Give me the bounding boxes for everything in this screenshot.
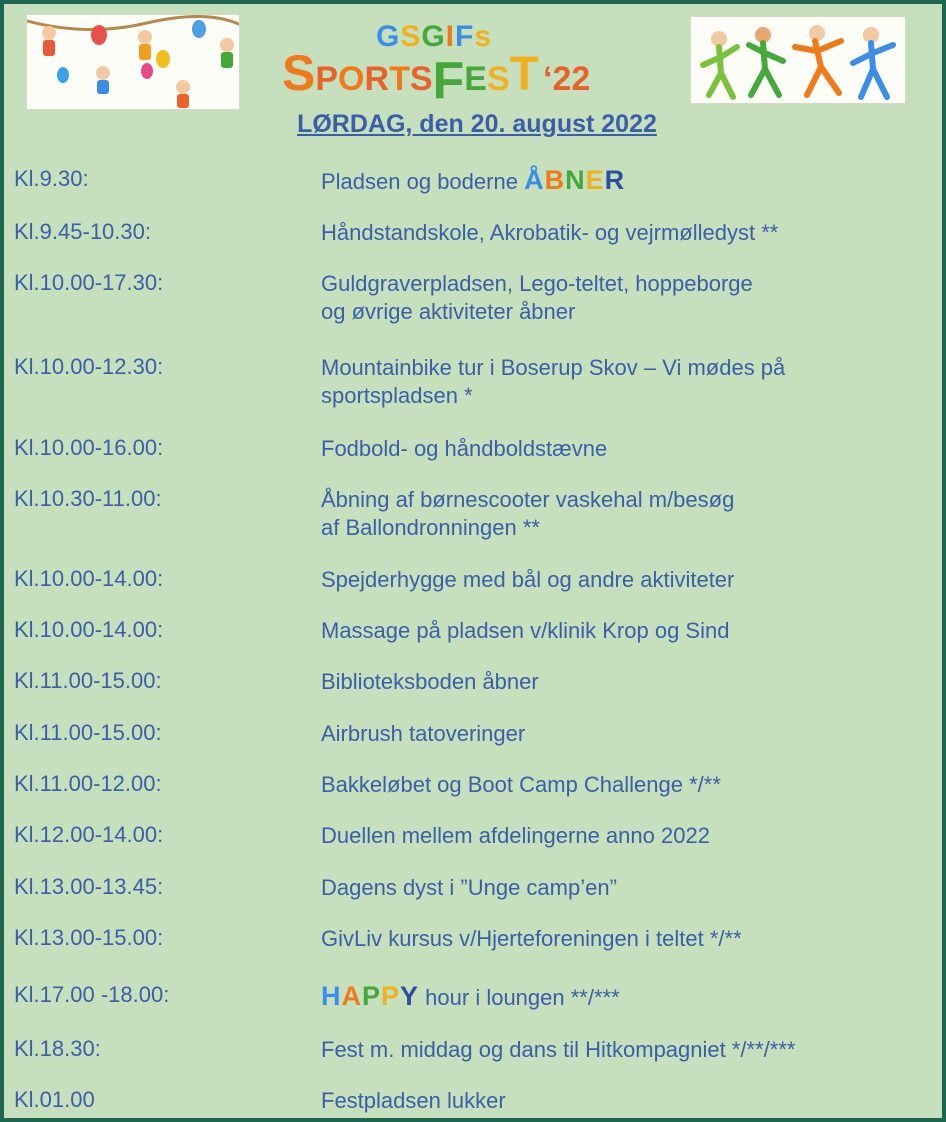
schedule-activity xyxy=(321,617,921,645)
activity-text: GivLiv kursus v/Hjerteforeningen i teltet */** xyxy=(321,926,742,951)
schedule-time: Kl.18.30: xyxy=(14,1036,101,1061)
schedule-time: Kl.10.30-11.00: xyxy=(14,486,162,511)
activity-line xyxy=(321,1087,921,1115)
activity-line xyxy=(321,1036,921,1064)
schedule-activity xyxy=(321,874,921,902)
schedule-activity xyxy=(321,720,921,748)
event-date: LØRDAG, den 20. august 2022 xyxy=(297,110,657,138)
activity-text: sportspladsen * xyxy=(321,383,473,408)
schedule-activity xyxy=(321,435,921,463)
schedule-time: Kl.10.00-14.00: xyxy=(14,617,164,642)
schedule-time: Kl.10.00-17.30: xyxy=(14,270,164,295)
kids-playing-illustration-icon xyxy=(27,15,240,110)
activity-line xyxy=(321,771,921,799)
schedule-time: Kl.9.45-10.30: xyxy=(14,219,151,244)
activity-text: Dagens dyst i ”Unge camp’en” xyxy=(321,875,617,900)
activity-text: Biblioteksboden åbner xyxy=(321,669,539,694)
schedule-time: Kl.10.00-16.00: xyxy=(14,435,164,460)
activity-text: af Ballondronningen ** xyxy=(321,515,540,540)
activity-line xyxy=(321,166,921,196)
highlight-word: ÅBNER xyxy=(524,165,626,195)
activity-line xyxy=(321,617,921,645)
activity-line xyxy=(321,514,921,542)
activity-text: og øvrige aktiviteter åbner xyxy=(321,299,576,324)
activity-line xyxy=(321,219,921,247)
activity-line xyxy=(321,382,921,410)
activity-text: Åbning af børnescooter vaskehal m/besøg xyxy=(321,487,735,512)
event-logo xyxy=(276,14,676,110)
activity-text: Duellen mellem afdelingerne anno 2022 xyxy=(321,823,710,848)
activity-line xyxy=(321,298,921,326)
logo-club-name: GSGIFs xyxy=(375,20,493,53)
activity-text: Fodbold- og håndboldstævne xyxy=(321,436,608,461)
kids-dancing-illustration-icon xyxy=(691,17,906,104)
activity-line xyxy=(321,270,921,298)
activity-line xyxy=(321,486,921,514)
schedule-time: Kl.10.00-12.30: xyxy=(14,354,164,379)
schedule-time: Kl.13.00-15.00: xyxy=(14,925,164,950)
schedule-activity xyxy=(321,486,921,542)
activity-text: Håndstandskole, Akrobatik- og vejrmølledyst ** xyxy=(321,220,779,245)
activity-line xyxy=(321,982,921,1012)
schedule-time: Kl.11.00-15.00: xyxy=(14,668,162,693)
schedule-time: Kl.11.00-12.00: xyxy=(14,771,162,796)
activity-text: Pladsen og boderne xyxy=(321,169,518,194)
activity-line xyxy=(321,566,921,594)
kids-playing-illustration xyxy=(26,14,240,110)
activity-text: Airbrush tatoveringer xyxy=(321,721,526,746)
schedule-time: Kl.17.00 -18.00: xyxy=(14,982,170,1007)
activity-line xyxy=(321,822,921,850)
highlight-word: HAPPY xyxy=(321,981,420,1011)
schedule-activity xyxy=(321,771,921,799)
logo-sportsfest: SPORTSFEST ‘22 xyxy=(282,45,591,110)
activity-text: Festpladsen lukker xyxy=(321,1088,506,1113)
schedule-activity xyxy=(321,354,921,410)
schedule-activity xyxy=(321,822,921,850)
schedule-activity xyxy=(321,1036,921,1064)
kids-dancing-illustration xyxy=(690,16,906,104)
schedule-activity xyxy=(321,925,921,953)
schedule-time: Kl.13.00-13.45: xyxy=(14,874,164,899)
activity-text: Mountainbike tur i Boserup Skov – Vi mødes på xyxy=(321,355,786,380)
schedule-activity xyxy=(321,270,921,326)
activity-text: Spejderhygge med bål og andre aktiviteter xyxy=(321,567,735,592)
activity-text: hour i loungen **/*** xyxy=(425,985,620,1010)
schedule-activity xyxy=(321,1087,921,1115)
schedule-activity xyxy=(321,219,921,247)
activity-line xyxy=(321,874,921,902)
activity-text: Fest m. middag og dans til Hitkompagniet */**/*** xyxy=(321,1037,796,1062)
schedule-time: Kl.11.00-15.00: xyxy=(14,720,162,745)
activity-line xyxy=(321,925,921,953)
schedule-activity xyxy=(321,982,921,1012)
schedule-activity xyxy=(321,668,921,696)
activity-line xyxy=(321,354,921,382)
activity-text: Bakkeløbet og Boot Camp Challenge */** xyxy=(321,772,721,797)
schedule-time: Kl.10.00-14.00: xyxy=(14,566,164,591)
schedule-time: Kl.01.00 xyxy=(14,1087,95,1112)
activity-line xyxy=(321,668,921,696)
schedule-activity xyxy=(321,566,921,594)
activity-text: Guldgraverpladsen, Lego-teltet, hoppeborge xyxy=(321,271,753,296)
activity-line xyxy=(321,720,921,748)
activity-line xyxy=(321,435,921,463)
activity-text: Massage på pladsen v/klinik Krop og Sind xyxy=(321,618,730,643)
schedule-time: Kl.9.30: xyxy=(14,166,89,191)
schedule-activity xyxy=(321,166,921,196)
schedule-time: Kl.12.00-14.00: xyxy=(14,822,164,847)
